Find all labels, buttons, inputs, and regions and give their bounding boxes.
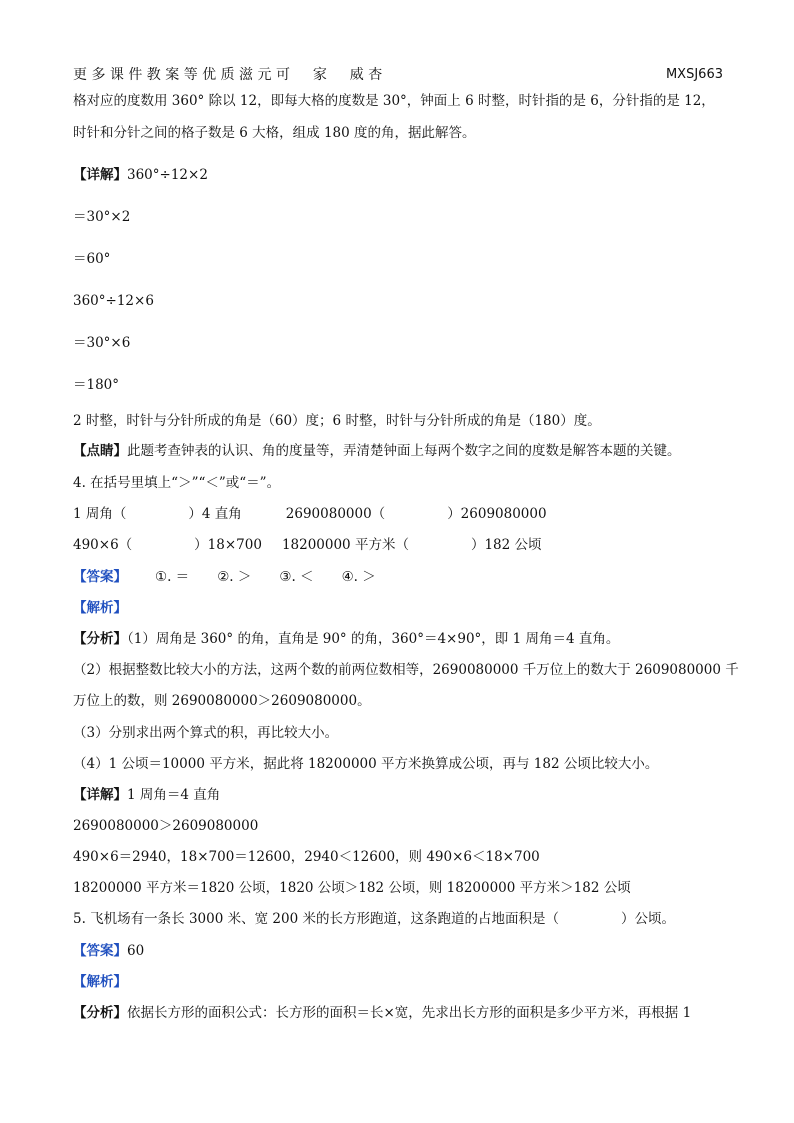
q4-text: 18200000 平方米（ [281,537,409,553]
analysis-label: 【解析】 [73,974,127,990]
answer-item: ③. ＜ [279,569,314,585]
detail-line [73,166,208,184]
answer-line [73,942,144,960]
answer-label: 【答案】 [73,943,127,959]
analysis-label: 【解析】 [73,600,127,616]
analysis-text: （1）周角是 360° 的角，直角是 90° 的角，360°＝4×90°，即 1 周角＝4 直角。 [127,631,620,647]
analysis-sub-label: 【分析】 [73,1005,127,1021]
analysis-line [73,1004,691,1022]
analysis-line: （4）1 公顷＝10000 平方米，据此将 18200000 平方米换算成公顷，再与 182 公顷比较大小。 [73,756,659,772]
detail-line: 18200000 平方米＝1820 公顷，1820 公顷＞182 公顷，则 18200000 平方米＞182 公顷 [73,880,631,896]
question-4: 4. 在括号里填上“＞”“＜”或“＝”。 [73,475,281,491]
analysis-text: 依据长方形的面积公式：长方形的面积＝长×宽，先求出长方形的面积是多少平方米，再根据 1 [127,1005,692,1021]
answer-item: ④. ＞ [341,569,376,585]
formula-line: 360°÷12×6 [73,293,154,309]
q5-text: ）公顷。 [620,911,675,927]
remark-line [73,442,681,460]
answer-line [73,568,376,586]
detail-line: 490×6＝2940，18×700＝12600，2940＜12600，则 490×6＜18×700 [73,849,540,865]
answer-label: 【答案】 [73,569,127,585]
question-5 [73,910,675,928]
remark-text: 此题考查钟表的认识、角的度量等，弄清楚钟面上每两个数字之间的度数是解答本题的关键。 [127,443,681,459]
answer-value: 60 [127,943,145,959]
detail-text: 1 周角＝4 直角 [127,787,221,803]
formula-line: ＝180° [73,377,120,393]
question-4-row-1 [73,505,547,523]
header-text: 更 多 课 件 教 案 等 优 质 滋 元 可 家 威 杏 [73,67,383,83]
q4-text: ）182 公顷 [470,537,542,553]
question-4-row-2 [73,536,542,554]
answer-item: ①. ＝ [155,569,190,585]
q4-text: ）4 直角 [188,506,242,522]
text-line: 格对应的度数用 360° 除以 12，即每大格的度数是 30°，钟面上 6 时整，时针指的是 6，分针指的是 12， [73,93,715,109]
q4-text: 2690080000（ [285,506,386,522]
analysis-line: 万位上的数，则 2690080000＞2609080000。 [73,693,371,709]
q4-text: ）2609080000 [447,506,547,522]
text-line: 2 时整，时针与分针所成的角是（60）度；6 时整，时针与分针所成的角是（180）度。 [73,413,601,429]
detail-line: 2690080000＞2609080000 [73,818,259,834]
formula-line: ＝60° [73,251,111,267]
formula-line: ＝30°×2 [73,209,131,225]
detail-line [73,786,220,804]
analysis-line [73,630,619,648]
q4-text: 490×6（ [73,537,133,553]
detail-label: 【详解】 [73,787,127,803]
formula-line: ＝30°×6 [73,335,131,351]
formula: 360°÷12×2 [127,167,208,183]
q5-text: 5. 飞机场有一条长 3000 米、宽 200 米的长方形跑道，这条跑道的占地面积是（ [73,911,559,927]
remark-label: 【点睛】 [73,443,127,459]
analysis-sub-label: 【分析】 [73,631,127,647]
analysis-line: （3）分别求出两个算式的积，再比较大小。 [73,725,339,741]
q4-text: 1 周角（ [73,506,127,522]
q4-text: ）18×700 [194,537,262,553]
header-code: MXSJ663 [665,67,723,82]
detail-label: 【详解】 [73,167,127,183]
answer-item: ②. ＞ [217,569,252,585]
page-header [73,66,723,84]
analysis-line: （2）根据整数比较大小的方法，这两个数的前两位数相等，2690080000 千万位上的数大于 2609080000 千 [73,662,739,678]
text-line: 时针和分针之间的格子数是 6 大格，组成 180 度的角，据此解答。 [73,125,476,141]
